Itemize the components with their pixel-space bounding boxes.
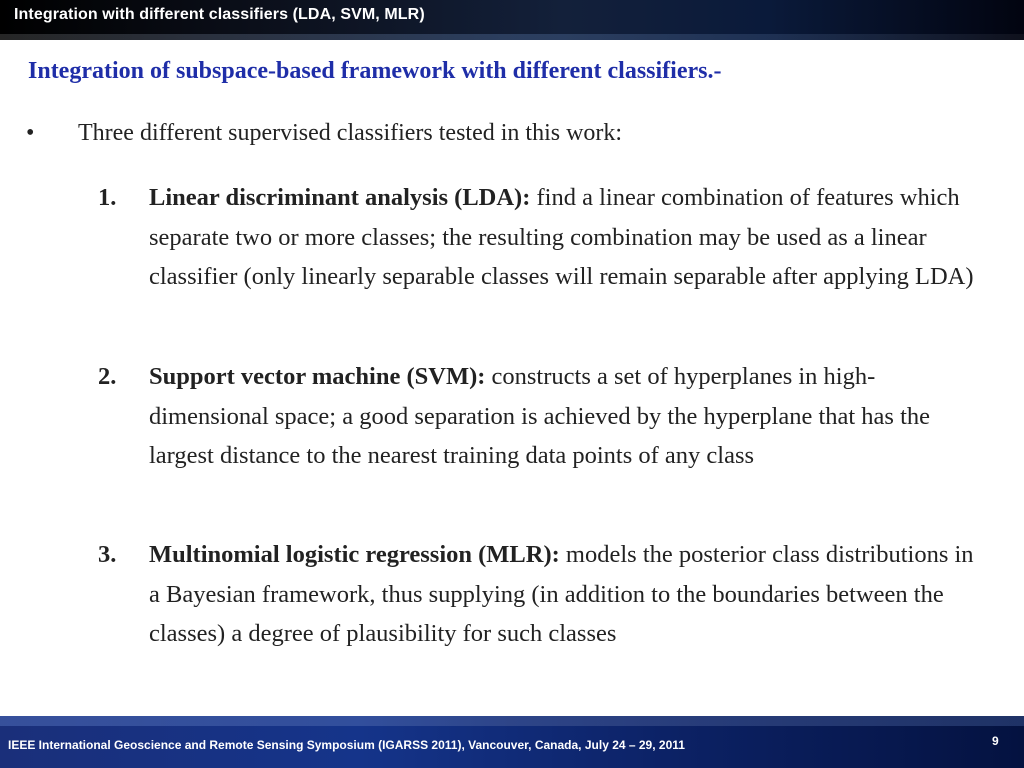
list-item-mlr (98, 535, 988, 654)
list-item-description: find a linear combination of features which separate two or more classes; the resulting combination may be used as a linear classifier (only linearly separable classes will remain separable after applying LDA) (149, 184, 974, 290)
list-item-body (149, 535, 988, 654)
list-item-term: Multinomial logistic regression (MLR): (149, 541, 560, 568)
list-item-svm (98, 357, 988, 476)
list-item-lda (98, 178, 988, 297)
slide-title: Integration with different classifiers (LDA, SVM, MLR) (14, 6, 425, 23)
list-item-body (149, 178, 988, 297)
section-heading: Integration of subspace-based framework with different classifiers.- (28, 58, 722, 84)
list-item-number: 2. (98, 363, 117, 390)
footer-conference-text: IEEE International Geoscience and Remote Sensing Symposium (IGARSS 2011), Vancouver, Canada, July 24 – 29, 2011 (8, 738, 685, 752)
list-item-term: Linear discriminant analysis (LDA): (149, 184, 531, 211)
list-item-body (149, 357, 988, 476)
list-item-description: constructs a set of hyperplanes in high-dimensional space; a good separation is achieved by the hyperplane that has the largest distance to the nearest training data points of any class (149, 363, 931, 469)
footer-bar (0, 716, 1024, 768)
title-bar (0, 0, 1024, 40)
page-number: 9 (992, 734, 999, 748)
list-item-description: models the posterior class distributions in a Bayesian framework, thus supplying (in addition to the boundaries between the classes) a degree of plausibility for such classes (149, 541, 974, 647)
bullet-text: Three different supervised classifiers tested in this work: (78, 120, 623, 146)
list-item-number: 3. (98, 541, 117, 568)
list-item-term: Support vector machine (SVM): (149, 363, 486, 390)
list-item-number: 1. (98, 184, 117, 211)
bullet-icon: • (26, 120, 35, 146)
